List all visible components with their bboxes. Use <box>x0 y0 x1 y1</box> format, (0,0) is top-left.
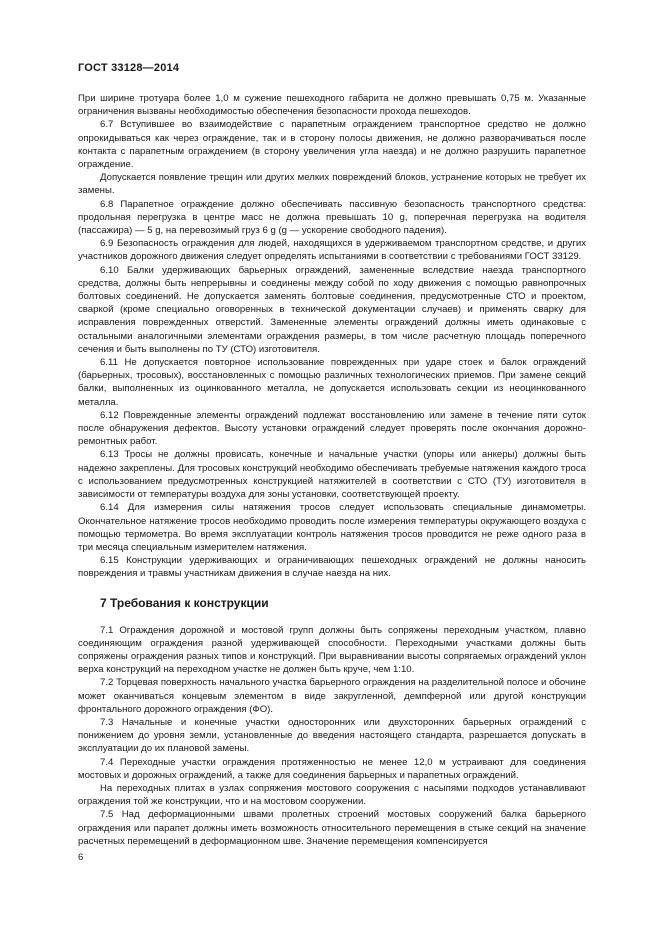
document-body <box>78 92 586 848</box>
paragraph: При ширине тротуара более 1,0 м сужение пешеходного габарита не должно превышать 0,75 м. Указанные ограничения вызваны необходимостью обеспечения безопасности прохода пешеходов. <box>78 93 586 118</box>
paragraph: На переходных плитах в узлах сопряжения мостового сооружения с насыпями подходов устанавливают ограждения той же конструкции, что и на мостовом сооружении. <box>78 782 586 808</box>
paragraph: Допускается появление трещин или других мелких повреждений блоков, устранение которых не требует их замены. <box>78 172 586 197</box>
paragraph: 6.14 Для измерения силы натяжения тросов следует использовать специальные динамометры. Окончательное натяжение тросов необходимо проводить после измерения температуры окружающего воздуха с помощью термометра. Во время эксплуатации контроль натяжения тросов проводится не реже одного раза в три месяца специальным измерителем натяжения. <box>78 502 586 553</box>
paragraph: 6.12 Поврежденные элементы ограждений подлежат восстановлению или замене в течение пяти суток после обнаружения дефектов. Высоту установки ограждений следует проверять после окончания дорожно-ремонтных работ. <box>78 409 586 448</box>
paragraph: 7.3 Начальные и конечные участки односторонних или двухсторонних барьерных ограждений с понижением до уровня земли, установленные до введения настоящего стандарта, разрешается допускать в эксплуатации до их плановой замены. <box>78 716 586 755</box>
paragraph: 6.15 Конструкции удерживающих и ограничивающих пешеходных ограждений не должны наносить повреждения и травмы участникам движения в случае наезда на них. <box>78 555 586 580</box>
page-number: 6 <box>78 852 84 863</box>
section-heading: 7 Требования к конструкции <box>100 595 269 610</box>
paragraph: 7.4 Переходные участки ограждения протяженностью не менее 12,0 м устраивают для соединения мостовых и дорожных ограждений, а также для соединения барьерных и парапетных ограждений. <box>78 756 586 781</box>
paragraph: 7.5 Над деформационными швами пролетных строений мостовых сооружений балка барьерного ограждения или парапет должны иметь возможность относительного перемещения в стыке секций на значение расчетных перемещений в деформационном шве. Значение перемещения компенсируется <box>78 809 586 847</box>
paragraph: 6.10 Балки удерживающих барьерных ограждений, замененные вследствие наезда транспортного средства, должны быть непрерывны и соединены между собой по ходу движения с помощью равнопрочных болтовых соединений. Не допускается заменять болтовые соединения, предусмотренные СТО и проектом, сваркой (кроме специально оговоренных в технической документации случаев) и применять сварку для исправления поврежденных отверстий. Замененные элементы ограждений должны иметь одинаковые с остальными аналогичными элементами ограждения размеры, в том числе расчетную площадь поперечного сечения и быть выполнены по ТУ (СТО) изготовителя. <box>78 264 586 355</box>
paragraph: 7.1 Ограждения дорожной и мостовой групп должны быть сопряжены переходным участком, плавно соединяющим ограждения разной удерживающей способности. Переходными участками должны быть сопряжены ограждения разных типов и конструкций. При выравнивании высоты сопрягаемых ограждений уклон верха конструкций на переходном участке не должен быть круче, чем 1:10. <box>78 624 586 676</box>
paragraph: 6.7 Вступившее во взаимодействие с парапетным ограждением транспортное средство не должно опрокидываться как через ограждение, так и в сторону полосы движения, не должно разворачиваться после контакта с парапетным ограждением (в сторону увеличения угла наезда) и не должно разрушить парапетное ограждение. <box>78 119 586 171</box>
paragraph: 6.9 Безопасность ограждения для людей, находящихся в удерживаемом транспортном средстве, и других участников дорожного движения следует определять испытаниями в соответствии с требованиями ГОСТ 33129. <box>78 238 586 263</box>
paragraph: 7.2 Торцевая поверхность начального участка барьерного ограждения на разделительной полосе и обочине может оканчиваться концевым элементом в виде закругленной, демпферной или другой конструкции фронтального дорожного ограждения (ФО). <box>78 677 586 715</box>
paragraph: 6.13 Тросы не должны провисать, конечные и начальные участки (упоры или анкеры) должны быть надежно закреплены. Для тросовых конструкций необходимо обеспечивать требуемые натяжения каждого троса с использованием предусмотренных конструкцией натяжителей в соответствии с СТО (ТУ) изготовителя в зависимости от температуры воздуха для зоны установки, соответствующей проекту. <box>78 449 586 501</box>
document-header: ГОСТ 33128—2014 <box>78 62 180 74</box>
paragraph: 6.8 Парапетное ограждение должно обеспечивать пассивную безопасность транспортного средства: продольная перегрузка в центре масс не должна превышать 10 g, поперечная перегрузка на водителя (пассажира) — 5 g, на перевозимый груз 6 g (g — ускорение свободного падения). <box>78 198 586 237</box>
paragraph: 6.11 Не допускается повторное использование поврежденных при ударе стоек и балок ограждений (барьерных, тросовых), восстановленных с помощью различных технологических приемов. При замене секций балки, выполненных из оцинкованного металла, не допускается использовать секции из неоцинкованного металла. <box>78 357 586 408</box>
